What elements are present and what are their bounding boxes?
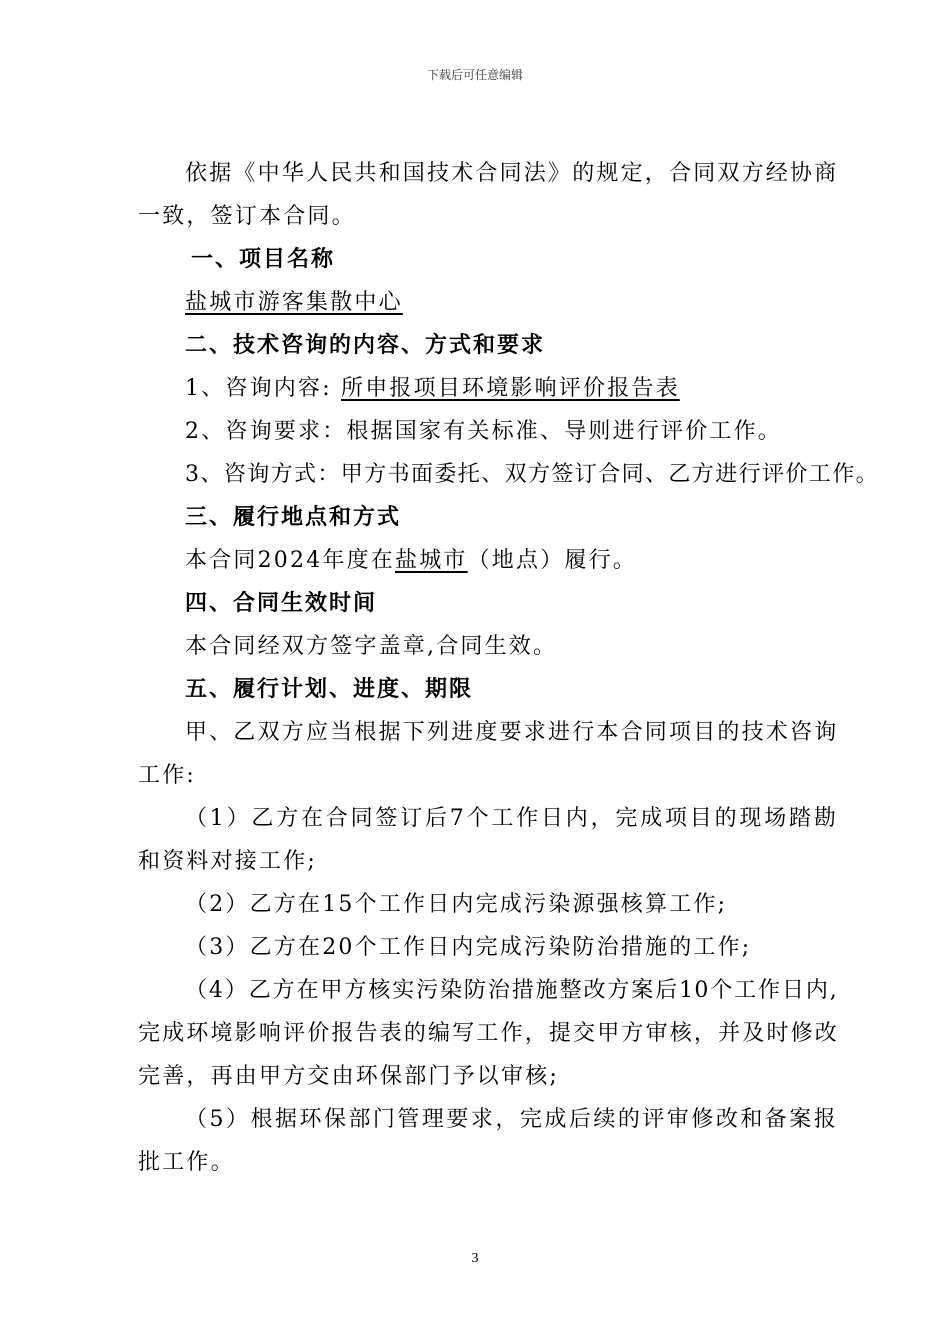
consult-requirement-line: 2、咨询要求：根据国家有关标准、导则进行评价工作。 <box>185 419 782 444</box>
project-name-line <box>138 281 838 324</box>
section-3-heading: 三、履行地点和方式 <box>185 505 402 530</box>
consult-content-value: 所申报项目环境影响评价报告表 <box>341 376 680 401</box>
schedule-item-1-line-2: 和资料对接工作; <box>138 849 318 874</box>
intro-line-2: 一致，签订本合同。 <box>138 204 356 229</box>
effective-time-line: 本合同经双方签字盖章,合同生效。 <box>185 634 558 659</box>
schedule-intro-line-2: 工作: <box>138 763 197 788</box>
consult-method-line: 3、咨询方式：甲方书面委托、双方签订合同、乙方进行评价工作。 <box>185 462 879 487</box>
page-number: 3 <box>471 1251 479 1266</box>
schedule-item-2: （2）乙方在15个工作日内完成污染源强核算工作; <box>185 892 728 917</box>
section-5-heading: 五、履行计划、进度、期限 <box>185 677 474 702</box>
performance-text-before: 本合同2024年度在 <box>185 548 395 573</box>
schedule-item-4-line-3: 完善，再由甲方交由环保部门予以审核; <box>138 1064 560 1089</box>
consult-content-label: 1、咨询内容: <box>185 376 332 401</box>
schedule-item-5-line-1: （5）根据环保部门管理要求，完成后续的评审修改和备案报 <box>185 1107 838 1132</box>
performance-place-line <box>138 539 838 582</box>
page-header: 下载后可任意编辑 <box>426 68 523 82</box>
section-2-heading: 二、技术咨询的内容、方式和要求 <box>185 333 546 358</box>
performance-text-after: （地点）履行。 <box>467 548 638 573</box>
schedule-item-1-line-1: （1）乙方在合同签订后7个工作日内，完成项目的现场踏勘 <box>185 806 838 831</box>
schedule-item-4-line-2: 完成环境影响评价报告表的编写工作，提交甲方审核，并及时修改 <box>138 1021 838 1046</box>
consult-content-line <box>138 367 838 410</box>
schedule-item-4-line-1: （4）乙方在甲方核实污染防治措施整改方案后10个工作日内, <box>185 978 838 1003</box>
project-name: 盐城市游客集散中心 <box>185 290 403 315</box>
section-1-heading: 一、项目名称 <box>191 247 336 272</box>
intro-line-1: 依据《中华人民共和国技术合同法》的规定，合同双方经协商 <box>185 161 839 186</box>
performance-place: 盐城市 <box>395 548 468 573</box>
schedule-item-5-line-2: 批工作。 <box>138 1150 235 1175</box>
schedule-item-3: （3）乙方在20个工作日内完成污染防治措施的工作; <box>185 935 752 960</box>
document-body <box>138 152 879 1184</box>
schedule-intro-line-1: 甲、乙双方应当根据下列进度要求进行本合同项目的技术咨询 <box>185 720 839 745</box>
section-4-heading: 四、合同生效时间 <box>185 591 378 616</box>
